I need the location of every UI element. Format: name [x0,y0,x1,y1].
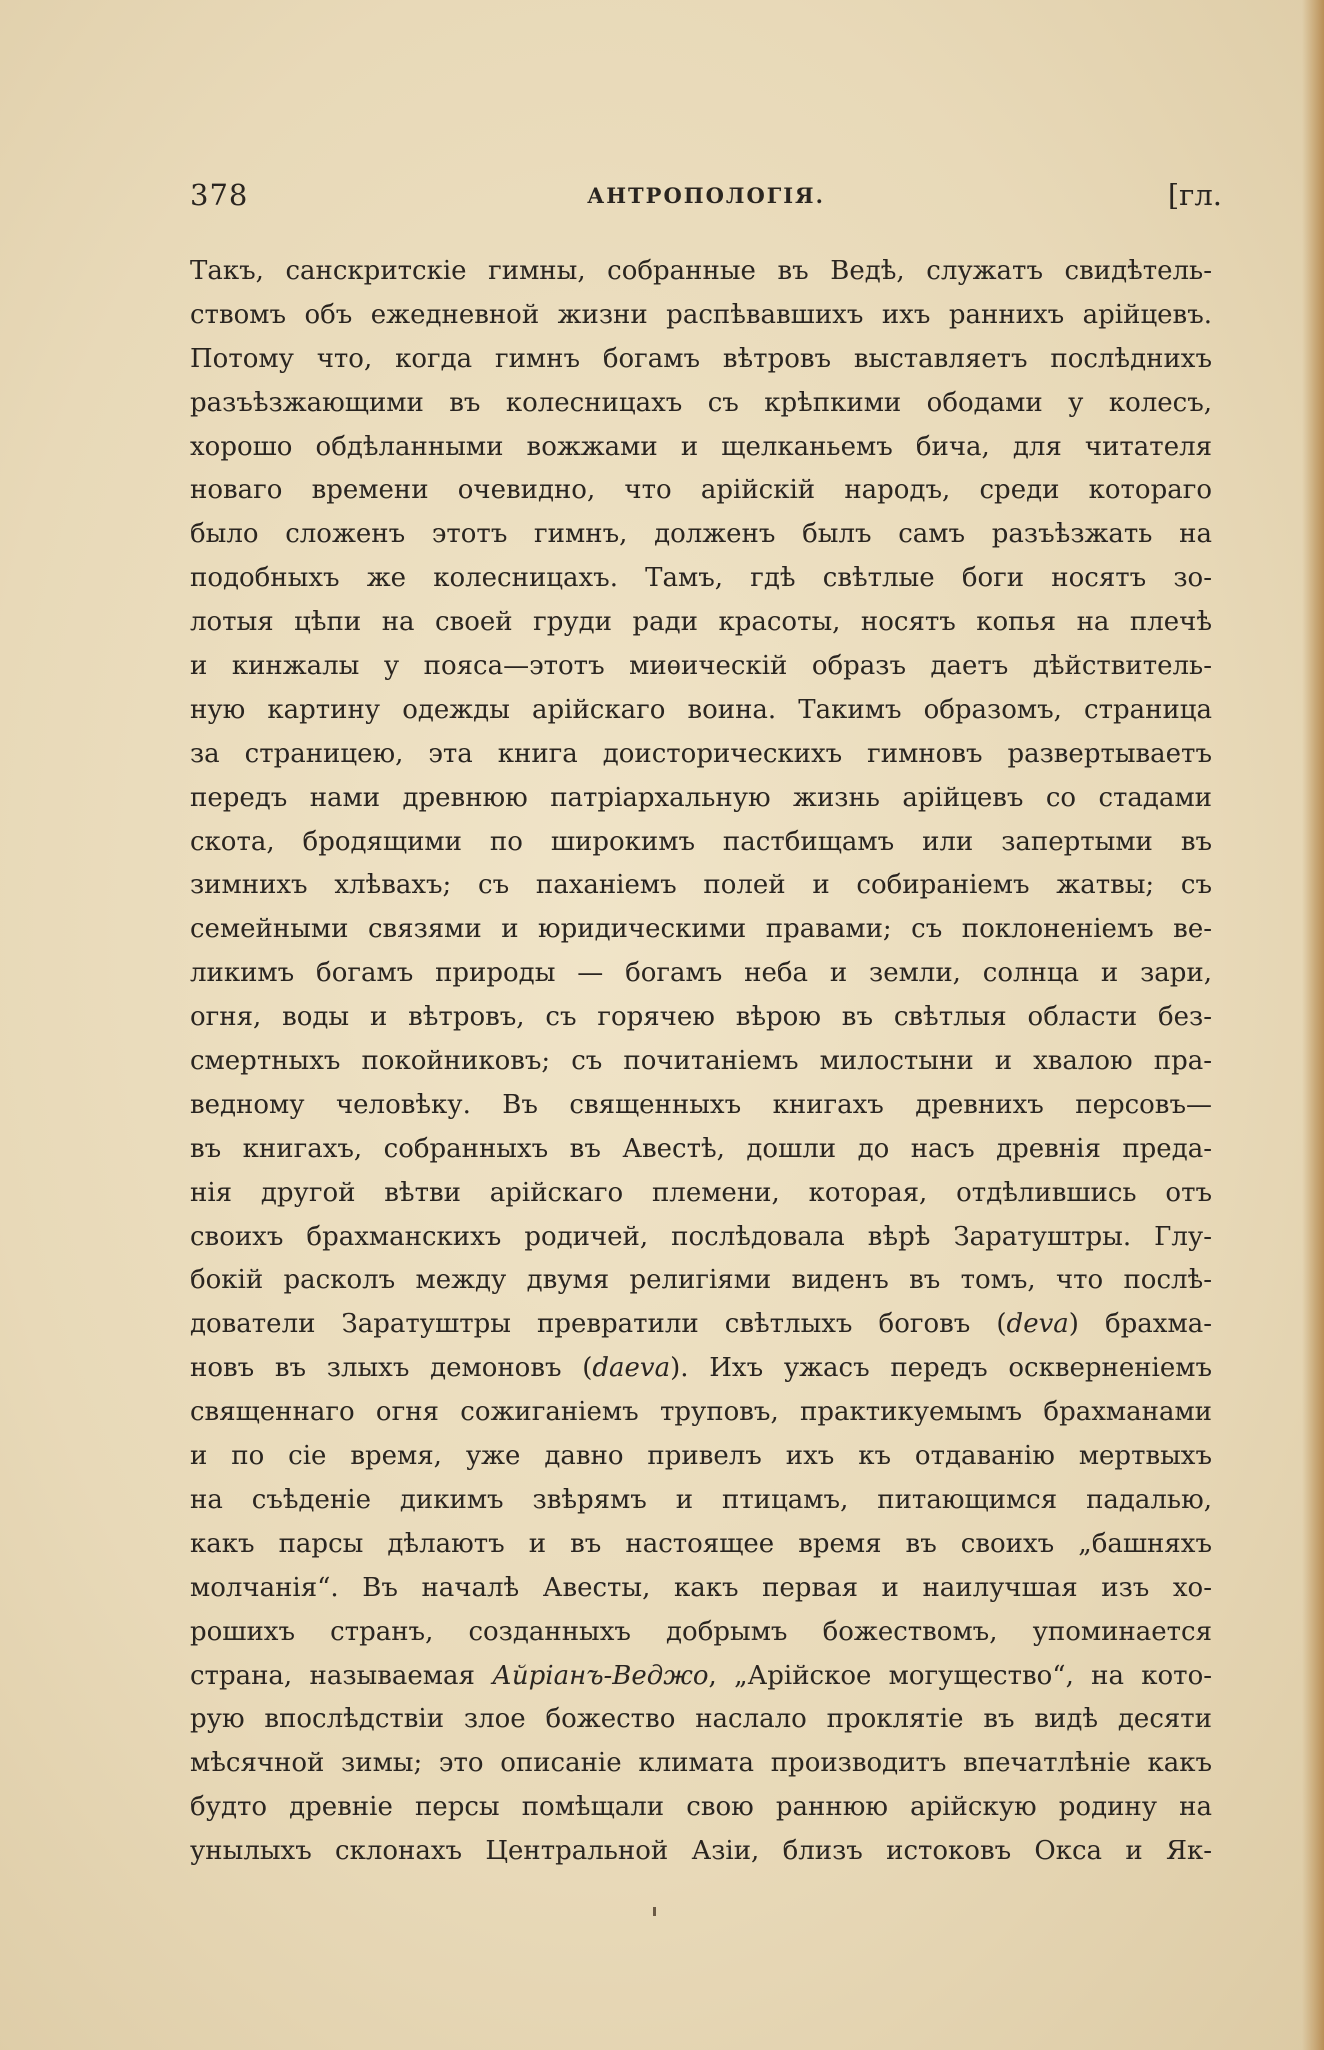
body-text [190,250,1212,1874]
text-line: Потому что, когда гимнъ богамъ вѣтровъ выставляетъ послѣднихъ [190,343,1212,374]
text-line: ликимъ богамъ природы — богамъ неба и земли, солнца и зари, [190,958,1212,989]
text-line: скота, бродящими по широкимъ пастбищамъ или запертыми въ [190,826,1212,857]
text-line: рую впослѣдствіи злое божество наслало проклятіе въ видѣ десяти [190,1704,1212,1735]
text-line: и по сіе время, уже давно привелъ ихъ къ отдаванію мертвыхъ [190,1441,1212,1472]
page-edge-shadow [1302,0,1324,2050]
text-line: ведному человѣку. Въ священныхъ книгахъ древнихъ персовъ— [190,1089,1212,1120]
text-line: подобныхъ же колесницахъ. Тамъ, гдѣ свѣтлые боги носятъ зо- [190,563,1212,594]
running-head [190,178,1222,218]
text-line: новъ въ злыхъ демоновъ (daeva). Ихъ ужасъ передъ оскверненіемъ [190,1353,1212,1384]
text-line: и кинжалы у пояса—этотъ миѳическій образъ даетъ дѣйствитель- [190,651,1212,682]
text-line: мѣсячной зимы; это описаніе климата производитъ впечатлѣніе какъ [190,1748,1212,1779]
text-line: будто древніе персы помѣщали свою раннюю арійскую родину на [190,1792,1212,1823]
text-line: унылыхъ склонахъ Центральной Азіи, близъ истоковъ Окса и Як- [190,1836,1212,1867]
text-line: страна, называемая Айріанъ-Веджо, „Арійское могущество“, на кото- [190,1660,1212,1691]
text-line: было сложенъ этотъ гимнъ, долженъ былъ самъ разъѣзжать на [190,519,1212,550]
text-line: какъ парсы дѣлаютъ и въ настоящее время въ своихъ „башняхъ [190,1528,1212,1559]
text-line: нія другой вѣтви арійскаго племени, которая, отдѣлившись отъ [190,1177,1212,1208]
text-line: въ книгахъ, собранныхъ въ Авестѣ, дошли до насъ древнія преда- [190,1133,1212,1164]
print-speck [653,1907,656,1916]
page-number: 378 [190,178,249,212]
text-line: зимнихъ хлѣвахъ; съ паханіемъ полей и собираніемъ жатвы; съ [190,870,1212,901]
text-line: хорошо обдѣланными вожжами и щелканьемъ бича, для читателя [190,431,1212,462]
text-line: огня, воды и вѣтровъ, съ горячею вѣрою въ свѣтлыя области без- [190,1002,1212,1033]
text-line: на съѣденіе дикимъ звѣрямъ и птицамъ, питающимся падалью, [190,1484,1212,1515]
text-line: за страницею, эта книга доисторическихъ гимновъ развертываетъ [190,738,1212,769]
text-line: дователи Заратуштры превратили свѣтлыхъ боговъ (deva) брахма- [190,1309,1212,1340]
text-line: Такъ, санскритскіе гимны, собранные въ Ведѣ, служатъ свидѣтель- [190,256,1212,286]
text-line: лотыя цѣпи на своей груди ради красоты, носятъ копья на плечѣ [190,607,1212,638]
text-line: молчанія“. Въ началѣ Авесты, какъ первая и наилучшая изъ хо- [190,1572,1212,1603]
text-line: бокій расколъ между двумя религіями виденъ въ томъ, что послѣ- [190,1265,1212,1296]
text-line: ствомъ объ ежедневной жизни распѣвавшихъ ихъ раннихъ арійцевъ. [190,299,1212,330]
text-line: новаго времени очевидно, что арійскій народъ, среди котораго [190,475,1212,506]
text-line: рошихъ странъ, созданныхъ добрымъ божествомъ, упоминается [190,1616,1212,1647]
chapter-mark: [гл. [1167,178,1222,212]
running-title: АНТРОПОЛОГІЯ. [587,183,825,208]
text-line: смертныхъ покойниковъ; съ почитаніемъ милостыни и хвалою пра- [190,1046,1212,1077]
text-line: разъѣзжающими въ колесницахъ съ крѣпкими ободами у колесъ, [190,387,1212,418]
text-line: семейными связями и юридическими правами; съ поклоненіемъ ве- [190,914,1212,945]
text-line: ную картину одежды арійскаго воина. Такимъ образомъ, страница [190,694,1212,725]
text-line: священнаго огня сожиганіемъ труповъ, практикуемымъ брахманами [190,1397,1212,1428]
text-line: передъ нами древнюю патріархальную жизнь арійцевъ со стадами [190,782,1212,813]
text-line: своихъ брахманскихъ родичей, послѣдовала вѣрѣ Заратуштры. Глу- [190,1221,1212,1252]
